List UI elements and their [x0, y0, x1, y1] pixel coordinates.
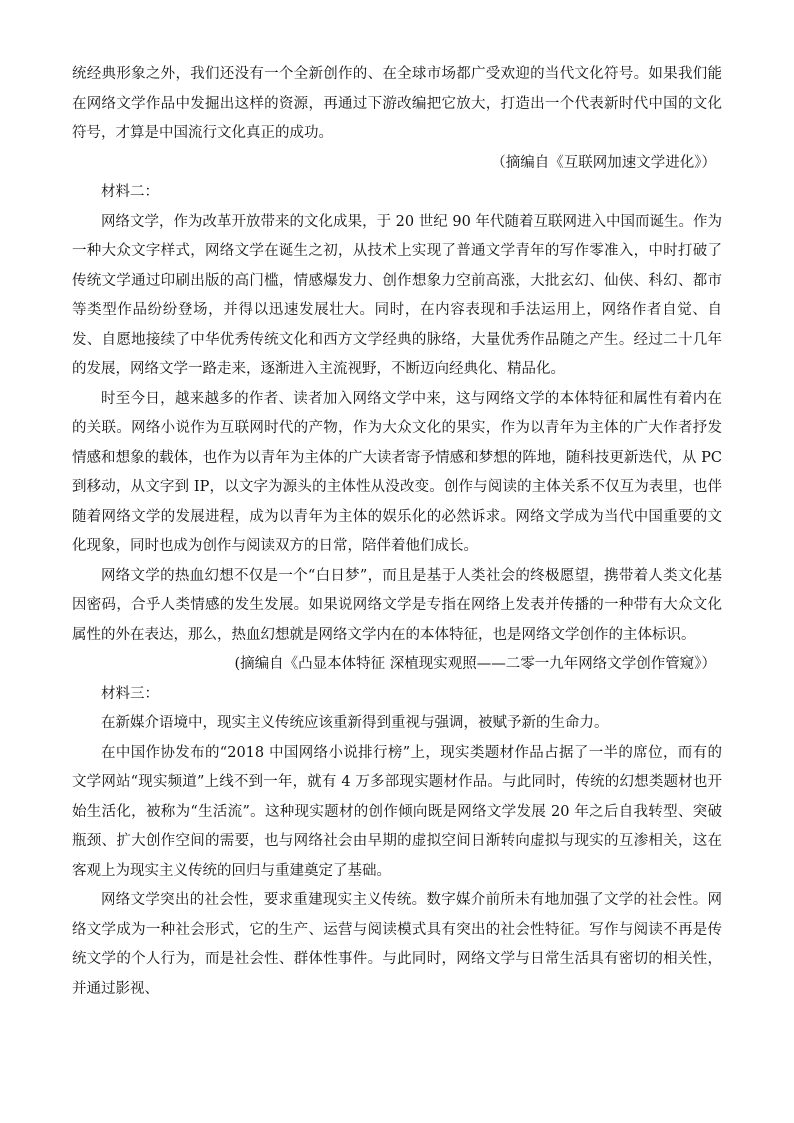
section-heading-material-3: 材料三： — [101, 685, 159, 702]
paragraph: 时至今日，越来越多的作者、读者加入网络文学中来，这与网络文学的本体特征和属性有着内在的关联。网络小说作为互联网时代的产物，作为大众文化的果实，作为以青年为主体的广大作者抒发情感和想象的载体，也作为以青年为主体的广大读者寄予情感和梦想的阵地，随科技更新迭代，从 PC 到移动，从文字到 IP，以文字为源头的主体性从没改变。创作与阅读的主体关系不仅互为表里，也伴随着网络文学的发展进程，成为以青年为主体的娱乐化的必然诉求。网络文学成为当代中国重要的文化现象，同时也成为创作与阅读双方的日常，陪伴着他们成长。 — [72, 390, 722, 554]
source-citation-2: (摘编自《凸显本体特征 深植现实观照——二零一九年网络文学创作管窥》） — [234, 656, 716, 672]
paragraph-continued: 统经典形象之外，我们还没有一个全新创作的、在全球市场都广受欢迎的当代文化符号。如果我们能在网络文学作品中发掘出这样的资源，再通过下游改编把它放大，打造出一个代表新时代中国的文化符号，才算是中国流行文化真正的成功。 — [72, 66, 722, 141]
paragraph: 网络文学突出的社会性，要求重建现实主义传统。数字媒介前所未有地加强了文学的社会性。网络文学成为一种社会形式，它的生产、运营与阅读模式具有突出的社会性特征。写作与阅读不再是传统文学的个人行为，而是社会性、群体性事件。与此同时，网络文学与日常生活具有密切的相关性，并通过影视、 — [72, 892, 722, 997]
section-heading-material-2: 材料二： — [101, 184, 159, 200]
paragraph: 网络文学的热血幻想不仅是一个“白日梦”，而且是基于人类社会的终极愿望，携带着人类文化基因密码，合乎人类情感的发生发展。如果说网络文学是专指在网络上发表并传播的一种带有大众文化属性的外在表达，那么，热血幻想就是网络文学内在的本体特征，也是网络文学创作的主体标识。 — [72, 567, 722, 643]
paragraph: 网络文学，作为改革开放带来的文化成果，于 20 世纪 90 年代随着互联网进入中国而诞生。作为一种大众文字样式，网络文学在诞生之初，从技术上实现了普通文学青年的写作零准入，中时打破了传统文学通过印刷出版的高门槛，情感爆发力、创作想象力空前高涨，大批玄幻、仙侠、科幻、都市等类型作品纷纷登场，并得以迅速发展壮大。同时，在内容表现和手法运用上，网络作者自觉、自发、自愿地接续了中华优秀传统文化和西方文学经典的脉络，大量优秀作品随之产生。经过二十几年的发展，网络文学一路走来，逐渐进入主流视野，不断迈向经典化、精品化。 — [72, 213, 722, 377]
source-citation-1: （摘编自《互联网加速文学进化》） — [491, 154, 716, 171]
document-page — [72, 60, 722, 1004]
paragraph: 在新媒介语境中，现实主义传统应该重新得到重视与强调，被赋予新的生命力。 — [101, 715, 609, 731]
paragraph: 在中国作协发布的“2018 中国网络小说排行榜”上，现实类题材作品占据了一半的席位，而有的文学网站“现实频道”上线不到一年，就有 4 万多部现实题材作品。与此同时，传统的幻想类题材也开始生活化，被称为“生活流”。这种现实题材的创作倾向既是网络文学发展 20 年之后自我转型、突破瓶颈、扩大创作空间的需要，也与网络社会由早期的虚拟空间日渐转向虚拟与现实的互渗相关，这在客观上为现实主义传统的回归与重建奠定了基础。 — [72, 744, 722, 879]
